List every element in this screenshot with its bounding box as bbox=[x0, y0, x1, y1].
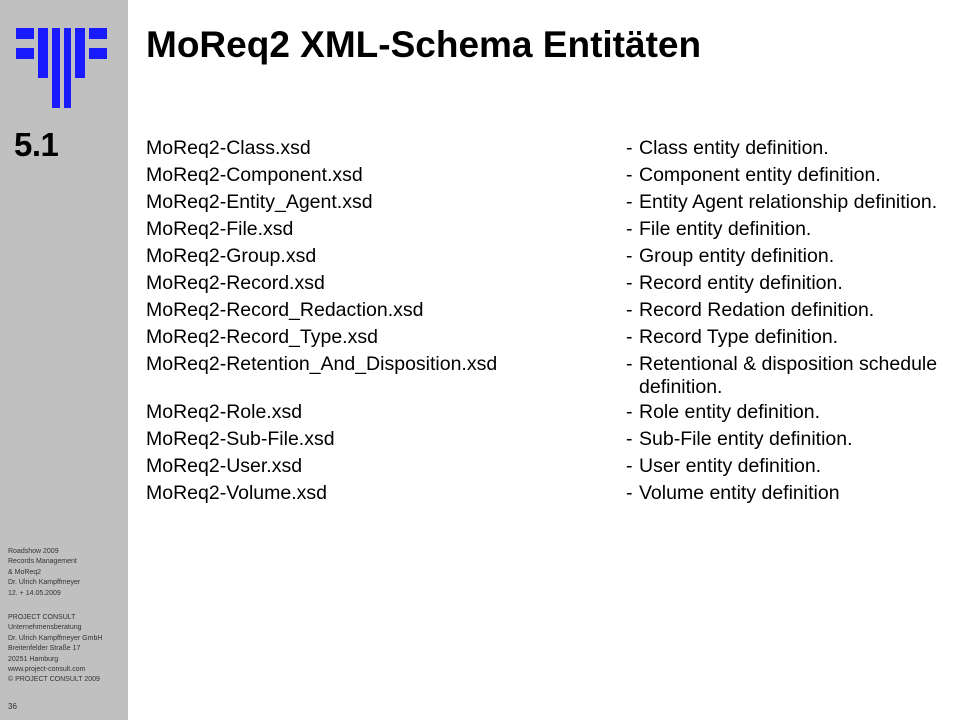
footer-event-info bbox=[8, 547, 80, 599]
schema-row bbox=[146, 401, 946, 424]
footer-event-line: 12. + 14.05.2009 bbox=[8, 589, 61, 597]
dash-separator: - bbox=[626, 245, 633, 267]
schema-file-name: MoReq2-Component.xsd bbox=[146, 164, 363, 186]
schema-description: Record Redation definition. bbox=[639, 299, 875, 321]
sidebar bbox=[0, 0, 128, 720]
schema-description: Role entity definition. bbox=[639, 401, 821, 423]
schema-description: Retentional & disposition schedule definition. bbox=[639, 353, 938, 398]
schema-file-name: MoReq2-User.xsd bbox=[146, 455, 303, 477]
schema-file-name: MoReq2-Volume.xsd bbox=[146, 482, 328, 504]
schema-row bbox=[146, 455, 946, 478]
schema-description: Record entity definition. bbox=[639, 272, 843, 294]
schema-file-name: MoReq2-Retention_And_Disposition.xsd bbox=[146, 353, 498, 375]
schema-file-name: MoReq2-File.xsd bbox=[146, 218, 294, 240]
schema-row bbox=[146, 428, 946, 451]
dash-separator: - bbox=[626, 191, 633, 213]
schema-description: Group entity definition. bbox=[639, 245, 835, 267]
dash-separator: - bbox=[626, 353, 633, 375]
schema-file-name: MoReq2-Sub-File.xsd bbox=[146, 428, 335, 450]
schema-description: Component entity definition. bbox=[639, 164, 881, 186]
schema-file-name: MoReq2-Entity_Agent.xsd bbox=[146, 191, 373, 213]
schema-row bbox=[146, 299, 946, 322]
schema-row bbox=[146, 164, 946, 187]
schema-row bbox=[146, 326, 946, 349]
schema-row bbox=[146, 272, 946, 295]
schema-row bbox=[146, 218, 946, 241]
dash-separator: - bbox=[626, 164, 633, 186]
schema-file-name: MoReq2-Group.xsd bbox=[146, 245, 317, 267]
schema-list bbox=[146, 137, 946, 509]
project-consult-logo-icon bbox=[16, 28, 108, 108]
footer-company-line: www.project-consult.com bbox=[8, 666, 86, 674]
schema-description: User entity definition. bbox=[639, 455, 822, 477]
schema-file-name: MoReq2-Record_Type.xsd bbox=[146, 326, 378, 348]
schema-row bbox=[146, 245, 946, 268]
schema-row bbox=[146, 191, 946, 214]
dash-separator: - bbox=[626, 137, 633, 159]
dash-separator: - bbox=[626, 401, 633, 423]
footer-event-line: Roadshow 2009 bbox=[8, 548, 59, 555]
dash-separator: - bbox=[626, 299, 633, 321]
footer-company-line: 20251 Hamburg bbox=[8, 655, 59, 663]
schema-description: Sub-File entity definition. bbox=[639, 428, 853, 450]
schema-description: Volume entity definition bbox=[639, 482, 840, 504]
schema-file-name: MoReq2-Record.xsd bbox=[146, 272, 325, 294]
page-title: MoReq2 XML-Schema Entitäten bbox=[146, 24, 702, 65]
footer-company-line: Unternehmensberatung bbox=[8, 624, 82, 632]
dash-separator: - bbox=[626, 428, 633, 450]
footer-event-line: Records Management bbox=[8, 558, 77, 566]
dash-separator: - bbox=[626, 326, 633, 348]
footer-company-line: Dr. Ulrich Kampffmeyer GmbH bbox=[8, 634, 103, 642]
footer-event-line: Dr. Ulrich Kampffmeyer bbox=[8, 579, 81, 587]
schema-description: Record Type definition. bbox=[639, 326, 839, 348]
schema-file-name: MoReq2-Class.xsd bbox=[146, 137, 311, 159]
schema-description: File entity definition. bbox=[639, 218, 812, 240]
dash-separator: - bbox=[626, 272, 633, 294]
section-number: 5.1 bbox=[14, 126, 59, 163]
footer-event-line: & MoReq2 bbox=[8, 568, 42, 576]
schema-description: Entity Agent relationship definition. bbox=[639, 191, 938, 213]
footer-company-info bbox=[8, 613, 102, 686]
schema-row bbox=[146, 353, 946, 399]
footer-company-line: Breitenfelder Straße 17 bbox=[8, 645, 81, 653]
page-number: 36 bbox=[8, 702, 17, 711]
schema-row bbox=[146, 137, 946, 160]
footer-company-line: PROJECT CONSULT bbox=[8, 614, 76, 621]
dash-separator: - bbox=[626, 218, 633, 240]
dash-separator: - bbox=[626, 482, 633, 504]
schema-file-name: MoReq2-Role.xsd bbox=[146, 401, 303, 423]
schema-description: Class entity definition. bbox=[639, 137, 829, 159]
schema-row bbox=[146, 482, 946, 505]
footer-company-line: © PROJECT CONSULT 2009 bbox=[8, 676, 100, 684]
schema-file-name: MoReq2-Record_Redaction.xsd bbox=[146, 299, 424, 321]
dash-separator: - bbox=[626, 455, 633, 477]
